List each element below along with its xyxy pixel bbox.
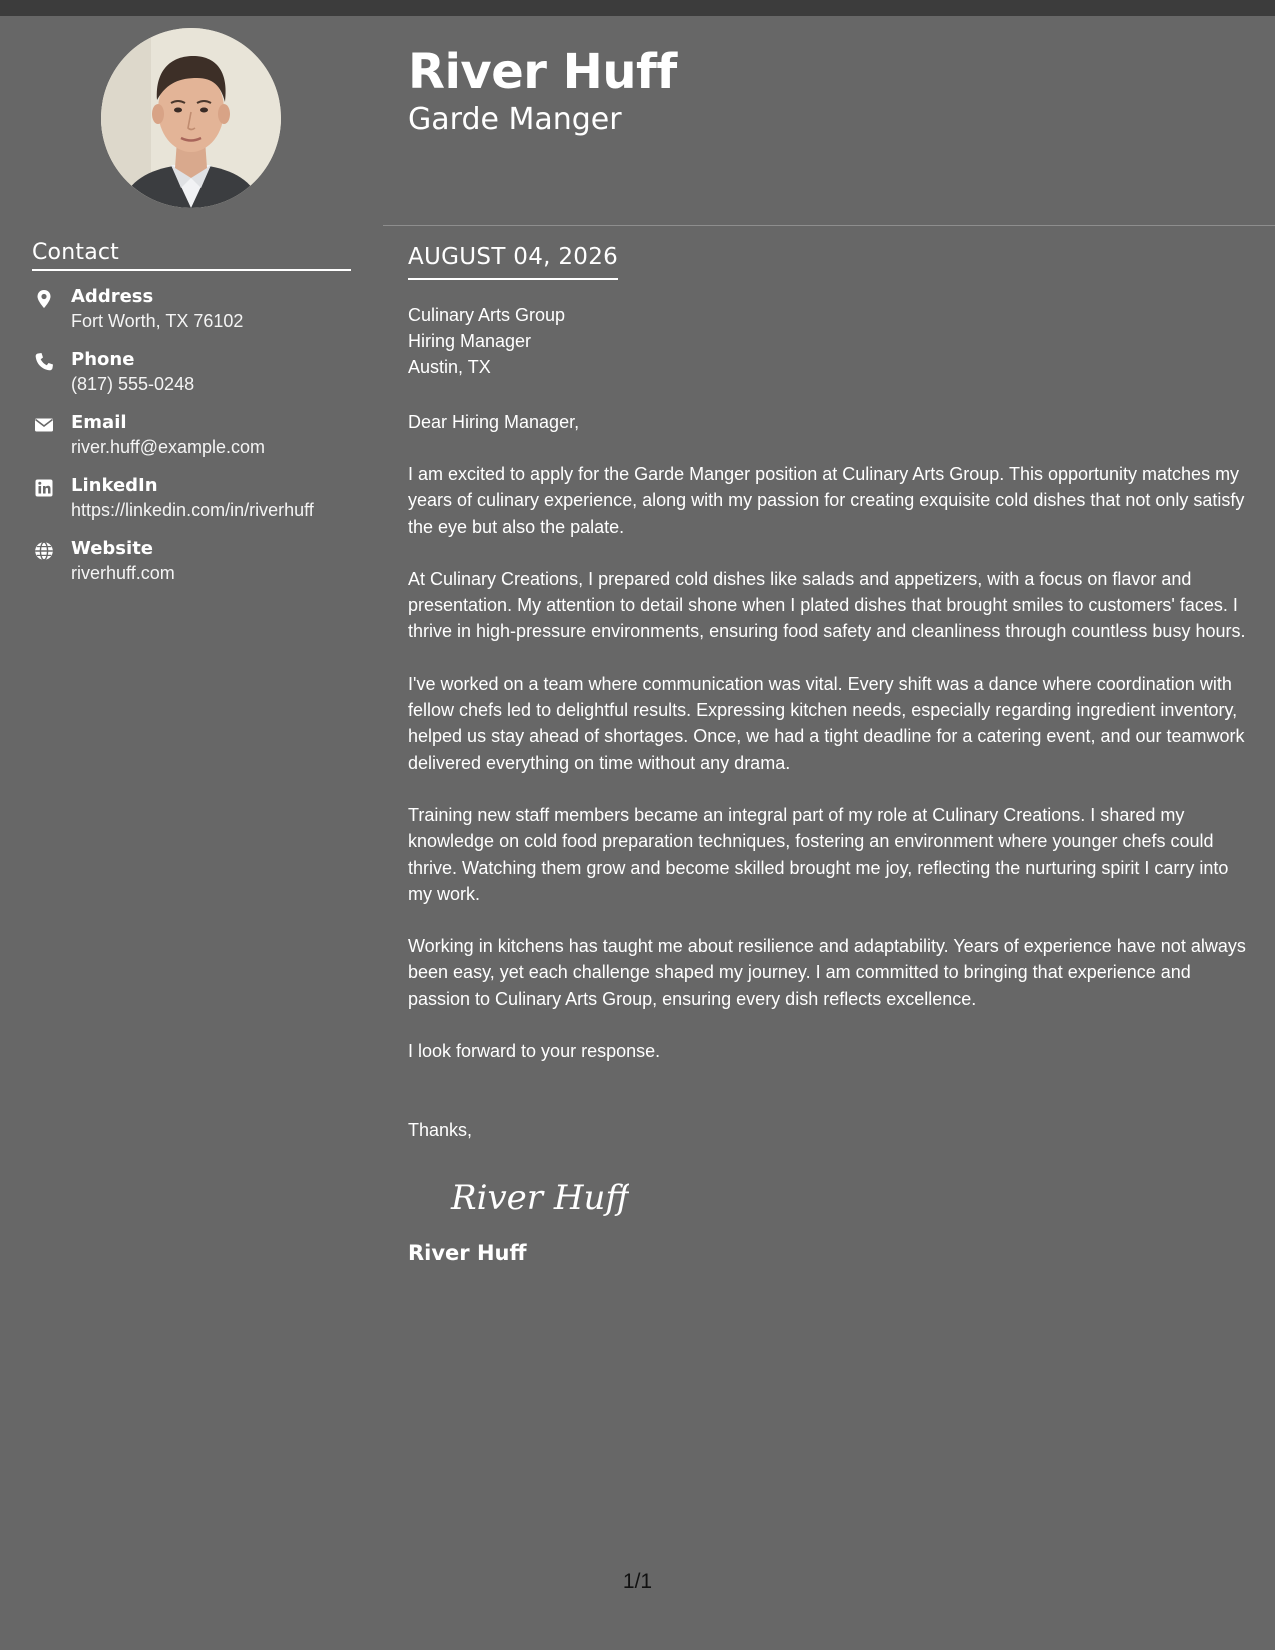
recipient-block — [408, 302, 1253, 380]
contact-item-phone — [32, 349, 362, 412]
website-value: riverhuff.com — [71, 563, 175, 583]
email-value: river.huff@example.com — [71, 437, 266, 457]
address-value: Fort Worth, TX 76102 — [71, 311, 244, 331]
body-paragraph: Training new staff members became an integral part of my role at Culinary Creations. I shared my knowledge on cold food preparation techniques, fostering an environment where younger chefs could thrive. Watching them grow and become skilled brought me joy, reflecting the nurturing spirit I carry into my work. — [408, 804, 1229, 904]
contact-item-website — [32, 538, 362, 601]
person-name: River Huff — [408, 44, 677, 100]
body-paragraph: I am excited to apply for the Garde Manger position at Culinary Arts Group. This opportunity matches my years of culinary experience, along with my passion for creating exquisite cold dishes that not only satisfy the eye but also the palate. — [408, 464, 1245, 537]
contact-heading: Contact — [32, 240, 351, 271]
contact-item-email — [32, 412, 362, 475]
recipient-company: Culinary Arts Group — [408, 305, 566, 325]
contact-label: LinkedIn — [71, 475, 158, 496]
linkedin-value: https://linkedin.com/in/riverhuff — [71, 500, 314, 520]
contact-item-address — [32, 286, 362, 349]
letter-date: AUGUST 04, 2026 — [408, 242, 618, 280]
recipient-location: Austin, TX — [408, 357, 491, 377]
signature-text: River Huff — [451, 1178, 629, 1219]
job-title: Garde Manger — [408, 102, 622, 137]
envelope-icon — [34, 415, 54, 435]
profile-photo — [101, 28, 281, 208]
top-bar — [0, 0, 1275, 16]
contact-label: Address — [71, 286, 154, 307]
body-paragraph: Working in kitchens has taught me about resilience and adaptability. Years of experience have not always been easy, yet each challenge shaped my journey. I am committed to bringing that experience and passion to Culinary Arts Group, ensuring every dish reflects excellence. — [408, 936, 1246, 1009]
globe-icon — [34, 541, 54, 561]
page-number: 1/1 — [622, 1570, 653, 1593]
body-paragraph: At Culinary Creations, I prepared cold dishes like salads and appetizers, with a focus on flavor and presentation. My attention to detail shone when I plated dishes that brought smiles to customers' faces. I thrive in high-pressure environments, ensuring food safety and cleanliness through countless busy hours. — [408, 568, 1246, 642]
linkedin-icon — [34, 478, 54, 498]
phone-icon — [34, 352, 54, 372]
contact-label: Phone — [71, 349, 135, 370]
cover-letter-page — [0, 16, 1275, 1650]
location-pin-icon — [34, 289, 54, 309]
phone-value: (817) 555-0248 — [71, 374, 195, 394]
body-paragraph: I look forward to your response. — [408, 1041, 661, 1062]
recipient-role: Hiring Manager — [408, 331, 532, 351]
header-divider — [383, 225, 1275, 226]
salutation: Dear Hiring Manager, — [408, 412, 580, 432]
letter-body — [408, 242, 1253, 1267]
contact-list — [32, 286, 362, 601]
contact-item-linkedin — [32, 475, 362, 538]
contact-label: Website — [71, 538, 154, 559]
signer-name: River Huff — [408, 1241, 527, 1266]
handwritten-signature — [449, 1169, 1253, 1229]
body-paragraph: I've worked on a team where communication was vital. Every shift was a dance where coordination with fellow chefs led to delightful results. Expressing kitchen needs, especially regarding ingredient inventory, helped us stay ahead of shortages. Once, we had a tight deadline for a catering event, and our teamwork delivered everything on time without any drama. — [408, 673, 1245, 773]
contact-label: Email — [71, 412, 127, 433]
closing: Thanks, — [408, 1120, 473, 1141]
